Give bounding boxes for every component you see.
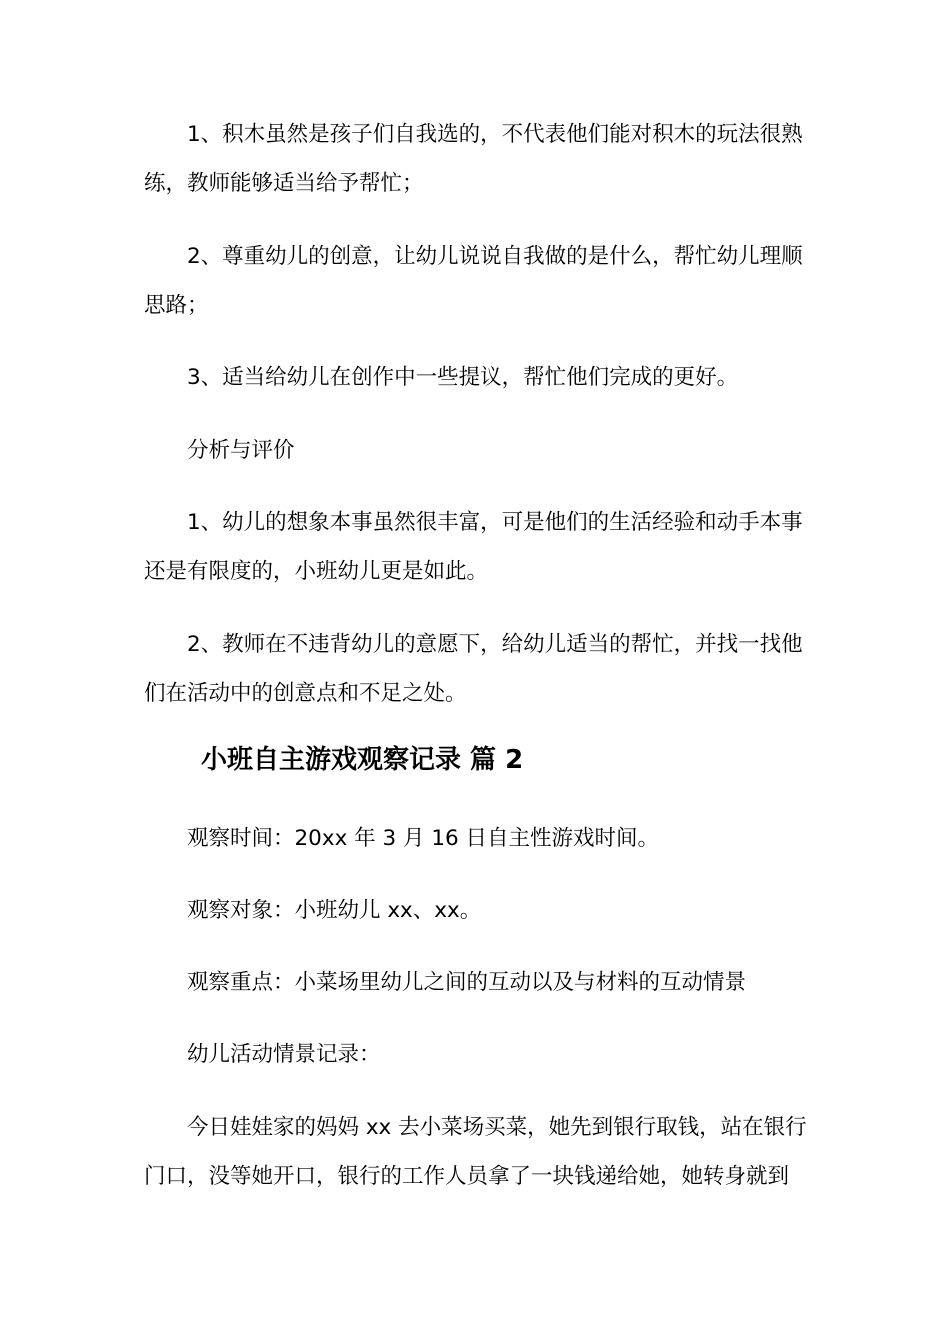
suggestion-item-1-line-2: 练，教师能够适当给予帮忙； <box>144 171 424 196</box>
record-heading-text: 幼儿活动情景记录： <box>187 1042 381 1067</box>
analysis-item-2 <box>144 620 808 718</box>
analysis-item-2-line-2: 们在活动中的创意点和不足之处。 <box>144 681 467 706</box>
analysis-heading-text: 分析与评价 <box>187 438 295 463</box>
analysis-item-2-line-1: 2、教师在不违背幼儿的意愿下，给幼儿适当的帮忙，并找一找他 <box>187 632 803 657</box>
suggestion-item-3 <box>144 353 808 402</box>
observation-time <box>144 814 808 863</box>
section-title: 小班自主游戏观察记录 篇 2 <box>201 745 524 775</box>
record-paragraph-line-2: 门口，没等她开口，银行的工作人员拿了一块钱递给她，她转身就到 <box>144 1164 790 1189</box>
analysis-item-1 <box>144 498 808 596</box>
analysis-item-1-line-2: 还是有限度的，小班幼儿更是如此。 <box>144 559 489 584</box>
observation-focus-text: 观察重点：小菜场里幼儿之间的互动以及与材料的互动情景 <box>187 970 747 995</box>
observation-subject-text: 观察对象：小班幼儿 xx、xx。 <box>187 898 482 923</box>
suggestion-item-2-line-1: 2、尊重幼儿的创意，让幼儿说说自我做的是什么，帮忙幼儿理顺 <box>187 244 803 269</box>
record-paragraph <box>144 1103 808 1201</box>
record-paragraph-line-1: 今日娃娃家的妈妈 xx 去小菜场买菜，她先到银行取钱，站在银行 <box>187 1115 807 1140</box>
observation-focus <box>144 958 808 1007</box>
observation-subject <box>144 886 808 935</box>
record-heading <box>144 1030 808 1079</box>
analysis-heading <box>144 426 808 475</box>
suggestion-item-1-line-1: 1、积木虽然是孩子们自我选的，不代表他们能对积木的玩法很熟 <box>187 122 803 147</box>
analysis-item-1-line-1: 1、幼儿的想象本事虽然很丰富，可是他们的生活经验和动手本事 <box>187 510 803 535</box>
suggestion-item-1 <box>144 110 808 208</box>
observation-time-text: 观察时间：20xx 年 3 月 16 日自主性游戏时间。 <box>187 826 660 851</box>
suggestion-item-3-line-1: 3、适当给幼儿在创作中一些提议，帮忙他们完成的更好。 <box>187 365 739 390</box>
suggestion-item-2-line-2: 思路； <box>144 293 209 318</box>
suggestion-item-2 <box>144 232 808 330</box>
